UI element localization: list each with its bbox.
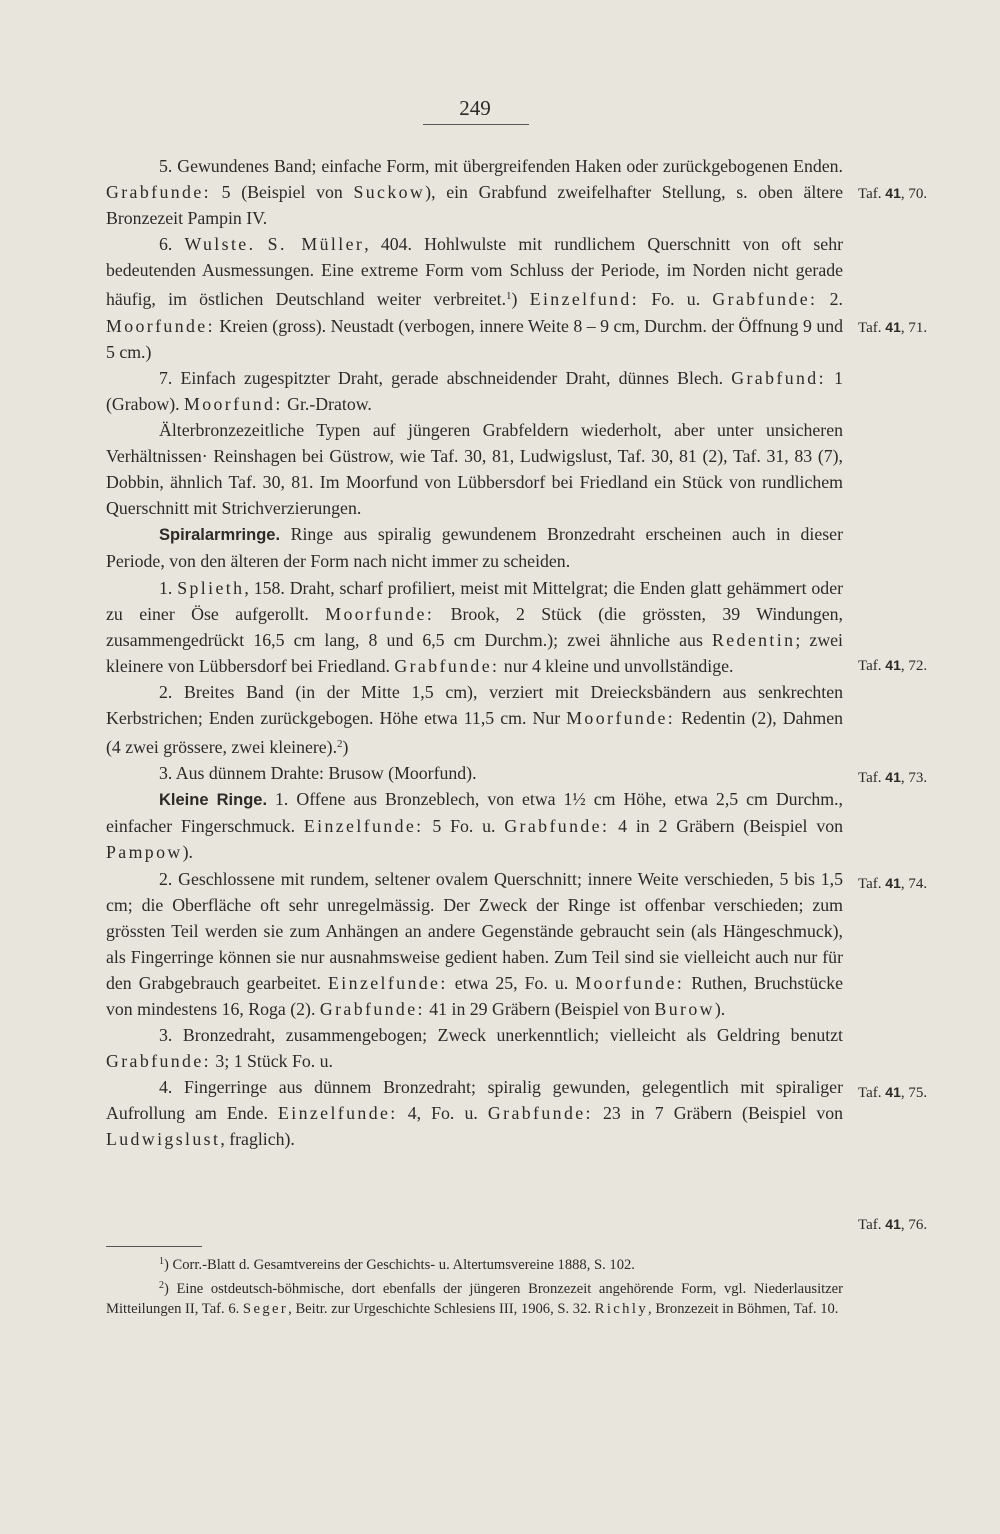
text-run: , fraglich). [220,1129,295,1150]
footnote [106,1252,843,1276]
paragraph [106,1022,843,1074]
paragraph [106,365,843,417]
text-run: Kreien (gross). Neustadt (verbogen, innere Weite 8 – 9 cm, Durchm. der Öffnung 9 und 5 cm.) [106,315,843,362]
spaced-term: Moorfunde: [325,603,435,624]
text-run: ) [511,289,530,310]
plate-prefix: Taf. [858,658,886,674]
plate-reference [858,317,968,338]
spaced-term: Grabfunde: [504,816,610,837]
text-run: Ringe aus spiralig gewundenem Bronzedraht erscheinen auch in dieser Periode, von den älteren der Form nach nicht immer zu scheiden. [106,524,843,572]
paragraph [106,417,843,521]
text-run: 2. Breites Band (in der Mitte 1,5 cm), verziert mit Dreiecksbändern aus senkrechten Kerbstrichen; Enden zurückgebogen. Höhe etwa 11,5 cm. Nur [106,681,843,728]
text-run: Ruthen, Bruchstücke von mindestens 16, Roga (2). [106,972,843,1019]
text-run: ) [342,737,349,758]
footnote-number: 2 [159,1279,164,1291]
spaced-term: Grabfund: [731,367,826,388]
text-run: 1 (Grabow). [106,367,844,414]
paragraph [106,786,843,865]
plate-number: 41 [885,319,901,335]
plate-prefix: Taf. [858,876,886,892]
paragraph [106,575,843,679]
text-run: Fo. u. [639,289,713,310]
spaced-term: Richly [594,1301,649,1317]
text-run: 1. [159,577,178,598]
text-run: , 158. Draht, scharf profiliert, meist mit Mittelgrat; die Enden glatt gehämmert oder zu einer Öse aufgerollt. [106,577,844,624]
paragraph [106,760,843,786]
spaced-term: Grabfunde: [106,182,211,203]
plate-reference [858,1214,968,1235]
text-run: etwa 25, Fo. u. [447,972,576,993]
spaced-term: Grabfunde: [394,655,500,676]
spaced-term: Moorfunde: [566,707,676,728]
paragraph [106,1074,843,1152]
spaced-term: Grabfunde: [106,1051,211,1072]
text-run: 4 in 2 Gräbern (Beispiel von [609,816,844,837]
spaced-term: Splieth [177,577,245,598]
plate-prefix: Taf. [858,186,886,202]
plate-number: 41 [885,1084,901,1100]
text-run: ). [714,999,726,1019]
footnote [106,1276,843,1320]
text-run: ) Eine ostdeutsch-böhmische, dort ebenfalls der jüngeren Bronzezeit angehörende Form, vgl. Niederlausitzer Mitteilungen II, Taf. 6. [106,1280,843,1317]
figure-number: , 74. [900,876,928,892]
text-run: 5. Gewundenes Band; einfache Form, mit übergreifenden Haken oder zurückgebogenen Enden. [159,156,843,176]
figure-number: , 72. [900,658,928,674]
text-run [255,234,267,254]
plate-reference [858,873,968,894]
plate-reference [858,183,968,204]
plate-number: 41 [885,1216,901,1232]
spaced-term: Moorfunde: [575,972,685,993]
paragraph [106,153,843,231]
footnote-separator [106,1246,202,1247]
footnote-marker: 1 [506,290,512,303]
body-text [106,153,843,1153]
spaced-term: Einzelfunde: [303,816,424,837]
section-heading: Kleine Ringe. [159,791,268,810]
text-run: Brook, 2 Stück (die grössten, 39 Windungen, zusammengedrückt 16,5 cm lang, 8 und 6,5 cm Durchm.); zwei ähnliche aus [106,603,843,650]
section-heading: Spiralarmringe. [159,526,281,545]
footnotes [106,1252,843,1320]
text-run: Älterbronzezeitliche Typen auf jüngeren Grabfeldern wiederholt, aber unter unsicheren Verhältnissen· Reinshagen bei Güstrow, wie Taf. 30, 81, Ludwigslust, Taf. 30, 81 (2), Taf. 31, 83 (7), Dobbin, ähnlich Taf. 30, 81. Im Moorfund von Lübbersdorf bei Friedland ein Stück von rundlichem Querschnitt mit Strichverzierungen. [106,419,843,519]
plate-number: 41 [885,657,901,673]
paragraph [106,866,843,1023]
spaced-term: Ludwigslust [106,1129,221,1150]
figure-number: , 75. [900,1085,928,1101]
plate-prefix: Taf. [858,1217,886,1233]
text-run: , Bronzezeit in Böhmen, Taf. 10. [648,1301,839,1317]
text-run: 3; 1 Stück Fo. u. [210,1051,333,1072]
plate-number: 41 [885,875,901,891]
figure-number: , 71. [900,320,928,336]
plate-reference [858,767,968,788]
plate-reference [858,655,968,676]
text-run: ) Corr.-Blatt d. Gesamtvereins der Geschichts- u. Altertumsvereine 1888, S. 102. [164,1257,635,1273]
plate-prefix: Taf. [858,1085,886,1101]
figure-number: , 73. [900,770,928,786]
text-run: 41 in 29 Gräbern (Beispiel von [424,999,655,1019]
spaced-term: Wulste. [184,234,256,255]
text-run: , Beitr. zur Urgeschichte Schlesiens III, 1906, S. 32. [288,1301,595,1317]
text-run: nur 4 kleine und unvollständige. [499,655,734,676]
text-run: 1. Offene aus Bronzeblech, von etwa 1½ cm Höhe, etwa 2,5 cm Durchm., einfacher Fingerschmuck. [106,789,843,837]
text-run: , 404. Hohlwulste mit rundlichem Querschnitt von oft sehr bedeutenden Ausmessungen. Eine extreme Form vom Schluss der Periode, im Norden nicht gerade häufig, im östlichen Deutschland weiter verbreitet. [106,234,844,310]
text-run: 5 Fo. u. [423,816,505,837]
text-run: 7. Einfach zugespitzter Draht, gerade abschneidender Draht, dünnes Blech. [159,367,732,388]
spaced-term: S. Müller [267,234,365,255]
plate-number: 41 [885,769,901,785]
text-run: 5 (Beispiel von [210,182,354,203]
text-run: 23 in 7 Gräbern (Beispiel von [592,1103,844,1124]
paragraph [106,521,843,574]
footnote-number: 1 [159,1256,164,1267]
text-run: 2. [817,289,843,310]
spaced-term: Suckow [353,182,426,203]
spaced-term: Grabfunde: [319,999,425,1019]
spaced-term: Pampow [106,842,183,863]
text-run: 3. Bronzedraht, zusammengebogen; Zweck unerkenntlich; vielleicht als Geldring benutzt [159,1025,843,1046]
paragraph [106,679,843,760]
spaced-term: Grabfunde: [487,1103,593,1124]
page-number: 249 [459,96,491,120]
plate-prefix: Taf. [858,320,886,336]
plate-number: 41 [885,185,901,201]
spaced-term: Moorfund: [184,393,283,414]
spaced-term: Einzelfund: [529,289,640,310]
footnote-marker: 2 [337,738,343,751]
spaced-term: Redentin [711,629,796,650]
spaced-term: Seger [242,1301,289,1317]
paragraph [106,231,843,364]
page-number-rule [423,124,529,125]
text-run: 6. [159,234,185,255]
figure-number: , 70. [900,186,928,202]
text-run: Gr.-Dratow. [282,393,372,414]
text-run: 2. Geschlossene mit rundem, seltener ovalem Querschnitt; innere Weite verschieden, 5 bis 1,5 cm; die Oberfläche oft sehr unregelmässig. Der Zweck der Ringe ist offenbar verschieden; zum grössten Teil werden sie zum Anhängen an andere Gegenstände gebraucht sein (als Hängeschmuck), als Fingerringe können sie nur ausnahmsweise gedient haben. Zum Teil sind sie vielleicht auch nur für den Grabgebrauch gearbeitet. [106,868,843,993]
text-run: ; zwei kleinere von Lübbersdorf bei Friedland. [106,629,844,676]
spaced-term: Einzelfunde: [328,972,448,993]
text-run: ). [182,842,194,863]
text-run: 3. Aus dünnem Drahte: Brusow (Moorfund). [159,763,477,784]
spaced-term: Burow [654,999,715,1019]
spaced-term: Grabfunde: [712,289,818,310]
spaced-term: Einzelfunde: [277,1103,398,1124]
figure-number: , 76. [900,1217,928,1233]
spaced-term: Moorfunde: [106,315,215,336]
text-run: Redentin (2), Dahmen (4 zwei grössere, zwei kleinere). [106,707,843,758]
text-run: 4, Fo. u. [397,1103,488,1124]
plate-prefix: Taf. [858,770,886,786]
plate-reference [858,1082,968,1103]
text-run: 4. Fingerringe aus dünnem Bronzedraht; spiralig gewunden, gelegentlich mit spiraliger Aufrollung am Ende. [106,1077,843,1124]
text-run: ), ein Grabfund zweifelhafter Stellung, s. oben ältere Bronzezeit Pampin IV. [106,182,844,229]
